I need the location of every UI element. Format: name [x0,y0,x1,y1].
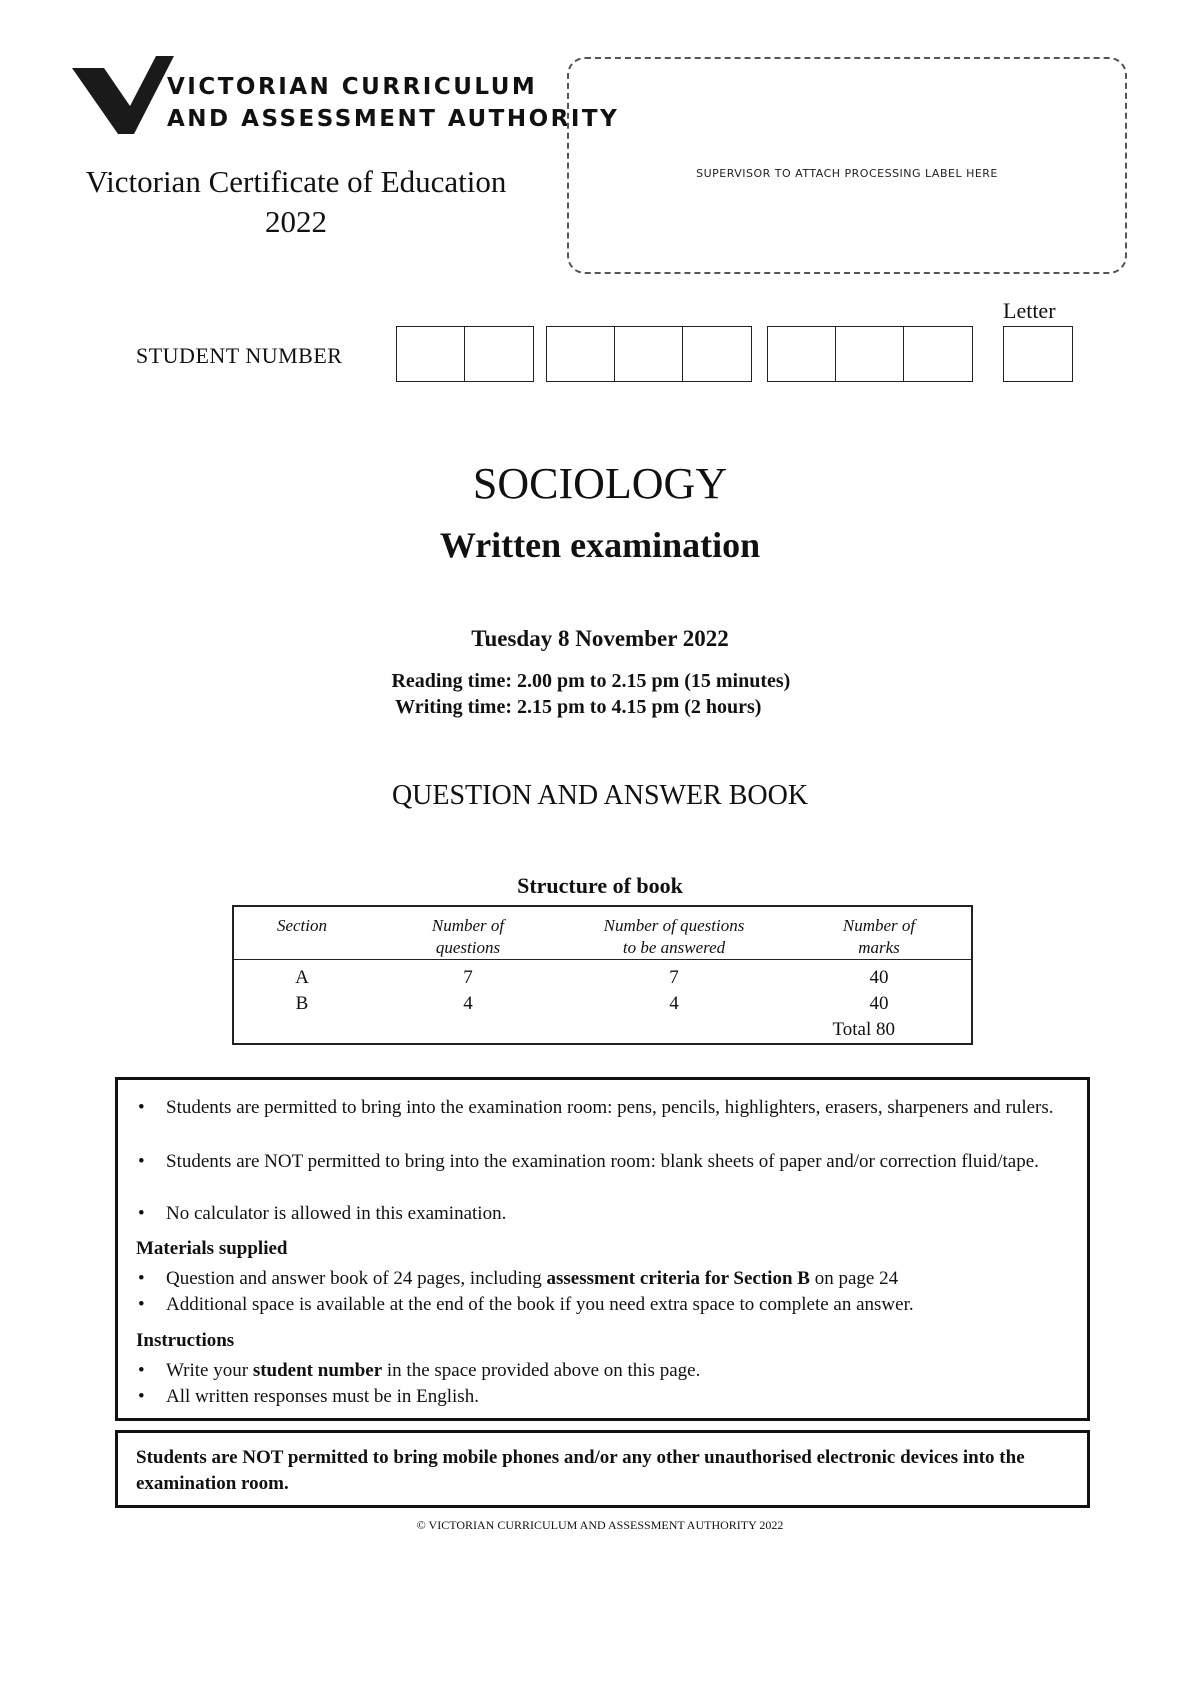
header-section: Section [276,916,328,935]
book-type: QUESTION AND ANSWER BOOK [391,780,809,811]
writing-time-value: 2.15 pm to 4.15 pm (2 hours) [517,696,762,718]
bullet-icon: • [138,1294,145,1315]
certificate-year: 2022 [265,204,327,239]
student-number-box[interactable] [683,327,751,381]
materials-item-1-bold: assessment criteria for Section B [546,1268,810,1289]
copyright: © VICTORIAN CURRICULUM AND ASSESSMENT AUTHORITY 2022 [416,1518,784,1532]
row-a-section: A [295,967,309,988]
exam-date: Tuesday 8 November 2022 [471,626,729,651]
bullet-icon: • [138,1360,145,1381]
not-permitted-items: Students are NOT permitted to bring into the examination room: blank sheets of paper and/or correction fluid/tape. [166,1151,1039,1172]
instructions-box [115,1077,1090,1421]
letter-box[interactable] [1004,327,1072,381]
bullet-icon: • [138,1151,145,1172]
total-marks: Total 80 [832,1019,895,1040]
student-number-group-1 [396,326,534,382]
header-num-questions-line2: questions [435,938,501,957]
header-to-answer-line2: to be answered [622,938,726,957]
structure-table [232,905,973,1045]
instructions-item-1-pre: Write your [166,1360,253,1381]
bullet-icon: • [138,1386,145,1407]
materials-item-1 [166,1266,1066,1292]
authority-line-1: VICTORIAN CURRICULUM [167,74,538,100]
student-number-box[interactable] [904,327,972,381]
warning-box [115,1430,1090,1508]
table-divider [234,959,971,960]
bullet-icon: • [138,1268,145,1289]
instructions-item-2: All written responses must be in English. [166,1386,479,1407]
calculator-rule: No calculator is allowed in this examination. [166,1203,507,1224]
student-number-group-2 [546,326,752,382]
student-number-box[interactable] [768,327,836,381]
materials-item-1-pre: Question and answer book of 24 pages, including [166,1268,547,1289]
permitted-items: Students are permitted to bring into the examination room: pens, pencils, highlighters, erasers, sharpeners and rulers. [166,1097,1054,1118]
letter-label: Letter [1003,298,1056,323]
certificate-title [66,162,526,242]
certificate-name: Victorian Certificate of Education [85,164,507,199]
student-number-box[interactable] [397,327,465,381]
student-number-box[interactable] [615,327,683,381]
row-b-marks: 40 [869,993,889,1014]
warning-text: Students are NOT permitted to bring mobile phones and/or any other unauthorised electronic devices into the examination room. [136,1447,1025,1494]
student-number-box[interactable] [547,327,615,381]
row-a-answered: 7 [669,967,679,988]
student-number-group-3 [767,326,973,382]
header-marks-line2: marks [858,938,900,957]
processing-label-box [567,57,1127,274]
row-b-questions: 4 [463,993,473,1014]
student-number-label: STUDENT NUMBER [136,343,343,368]
subject-title: SOCIOLOGY [472,459,728,508]
letter-group [1003,326,1073,382]
student-number-box[interactable] [836,327,904,381]
writing-time-label: Writing time: [395,696,512,718]
structure-title: Structure of book [517,873,683,898]
header-to-answer [574,915,774,959]
instructions-item-1-bold: student number [252,1360,383,1381]
row-a-marks: 40 [869,967,889,988]
processing-label-text: SUPERVISOR TO ATTACH PROCESSING LABEL HERE [696,167,998,180]
header-num-questions-line1: Number of [431,916,505,935]
header-to-answer-line1: Number of questions [603,916,745,935]
row-a-questions: 7 [463,967,473,988]
reading-time-value: 2.00 pm to 2.15 pm (15 minutes) [517,670,791,692]
reading-time-label: Reading time: [391,670,512,692]
materials-item-2: Additional space is available at the end of the book if you need extra space to complete an answer. [166,1294,914,1315]
instructions-item-1-post: in the space provided above on this page. [382,1360,701,1381]
materials-heading: Materials supplied [136,1238,288,1259]
writing-time [372,696,761,719]
header-marks [779,915,979,959]
instructions-item-1 [166,1358,1066,1384]
instructions-heading: Instructions [136,1330,235,1351]
materials-item-1-post: on page 24 [809,1268,899,1289]
reading-time [372,670,790,693]
authority-line-2: AND ASSESSMENT AUTHORITY [167,106,620,132]
header-num-questions [368,915,568,959]
row-b-section: B [295,993,309,1014]
student-number-box[interactable] [465,327,533,381]
bullet-icon: • [138,1097,145,1118]
exam-type: Written examination [439,525,761,565]
bullet-icon: • [138,1203,145,1224]
vcaa-logo [72,52,620,142]
row-b-answered: 4 [669,993,679,1014]
header-marks-line1: Number of [842,916,916,935]
